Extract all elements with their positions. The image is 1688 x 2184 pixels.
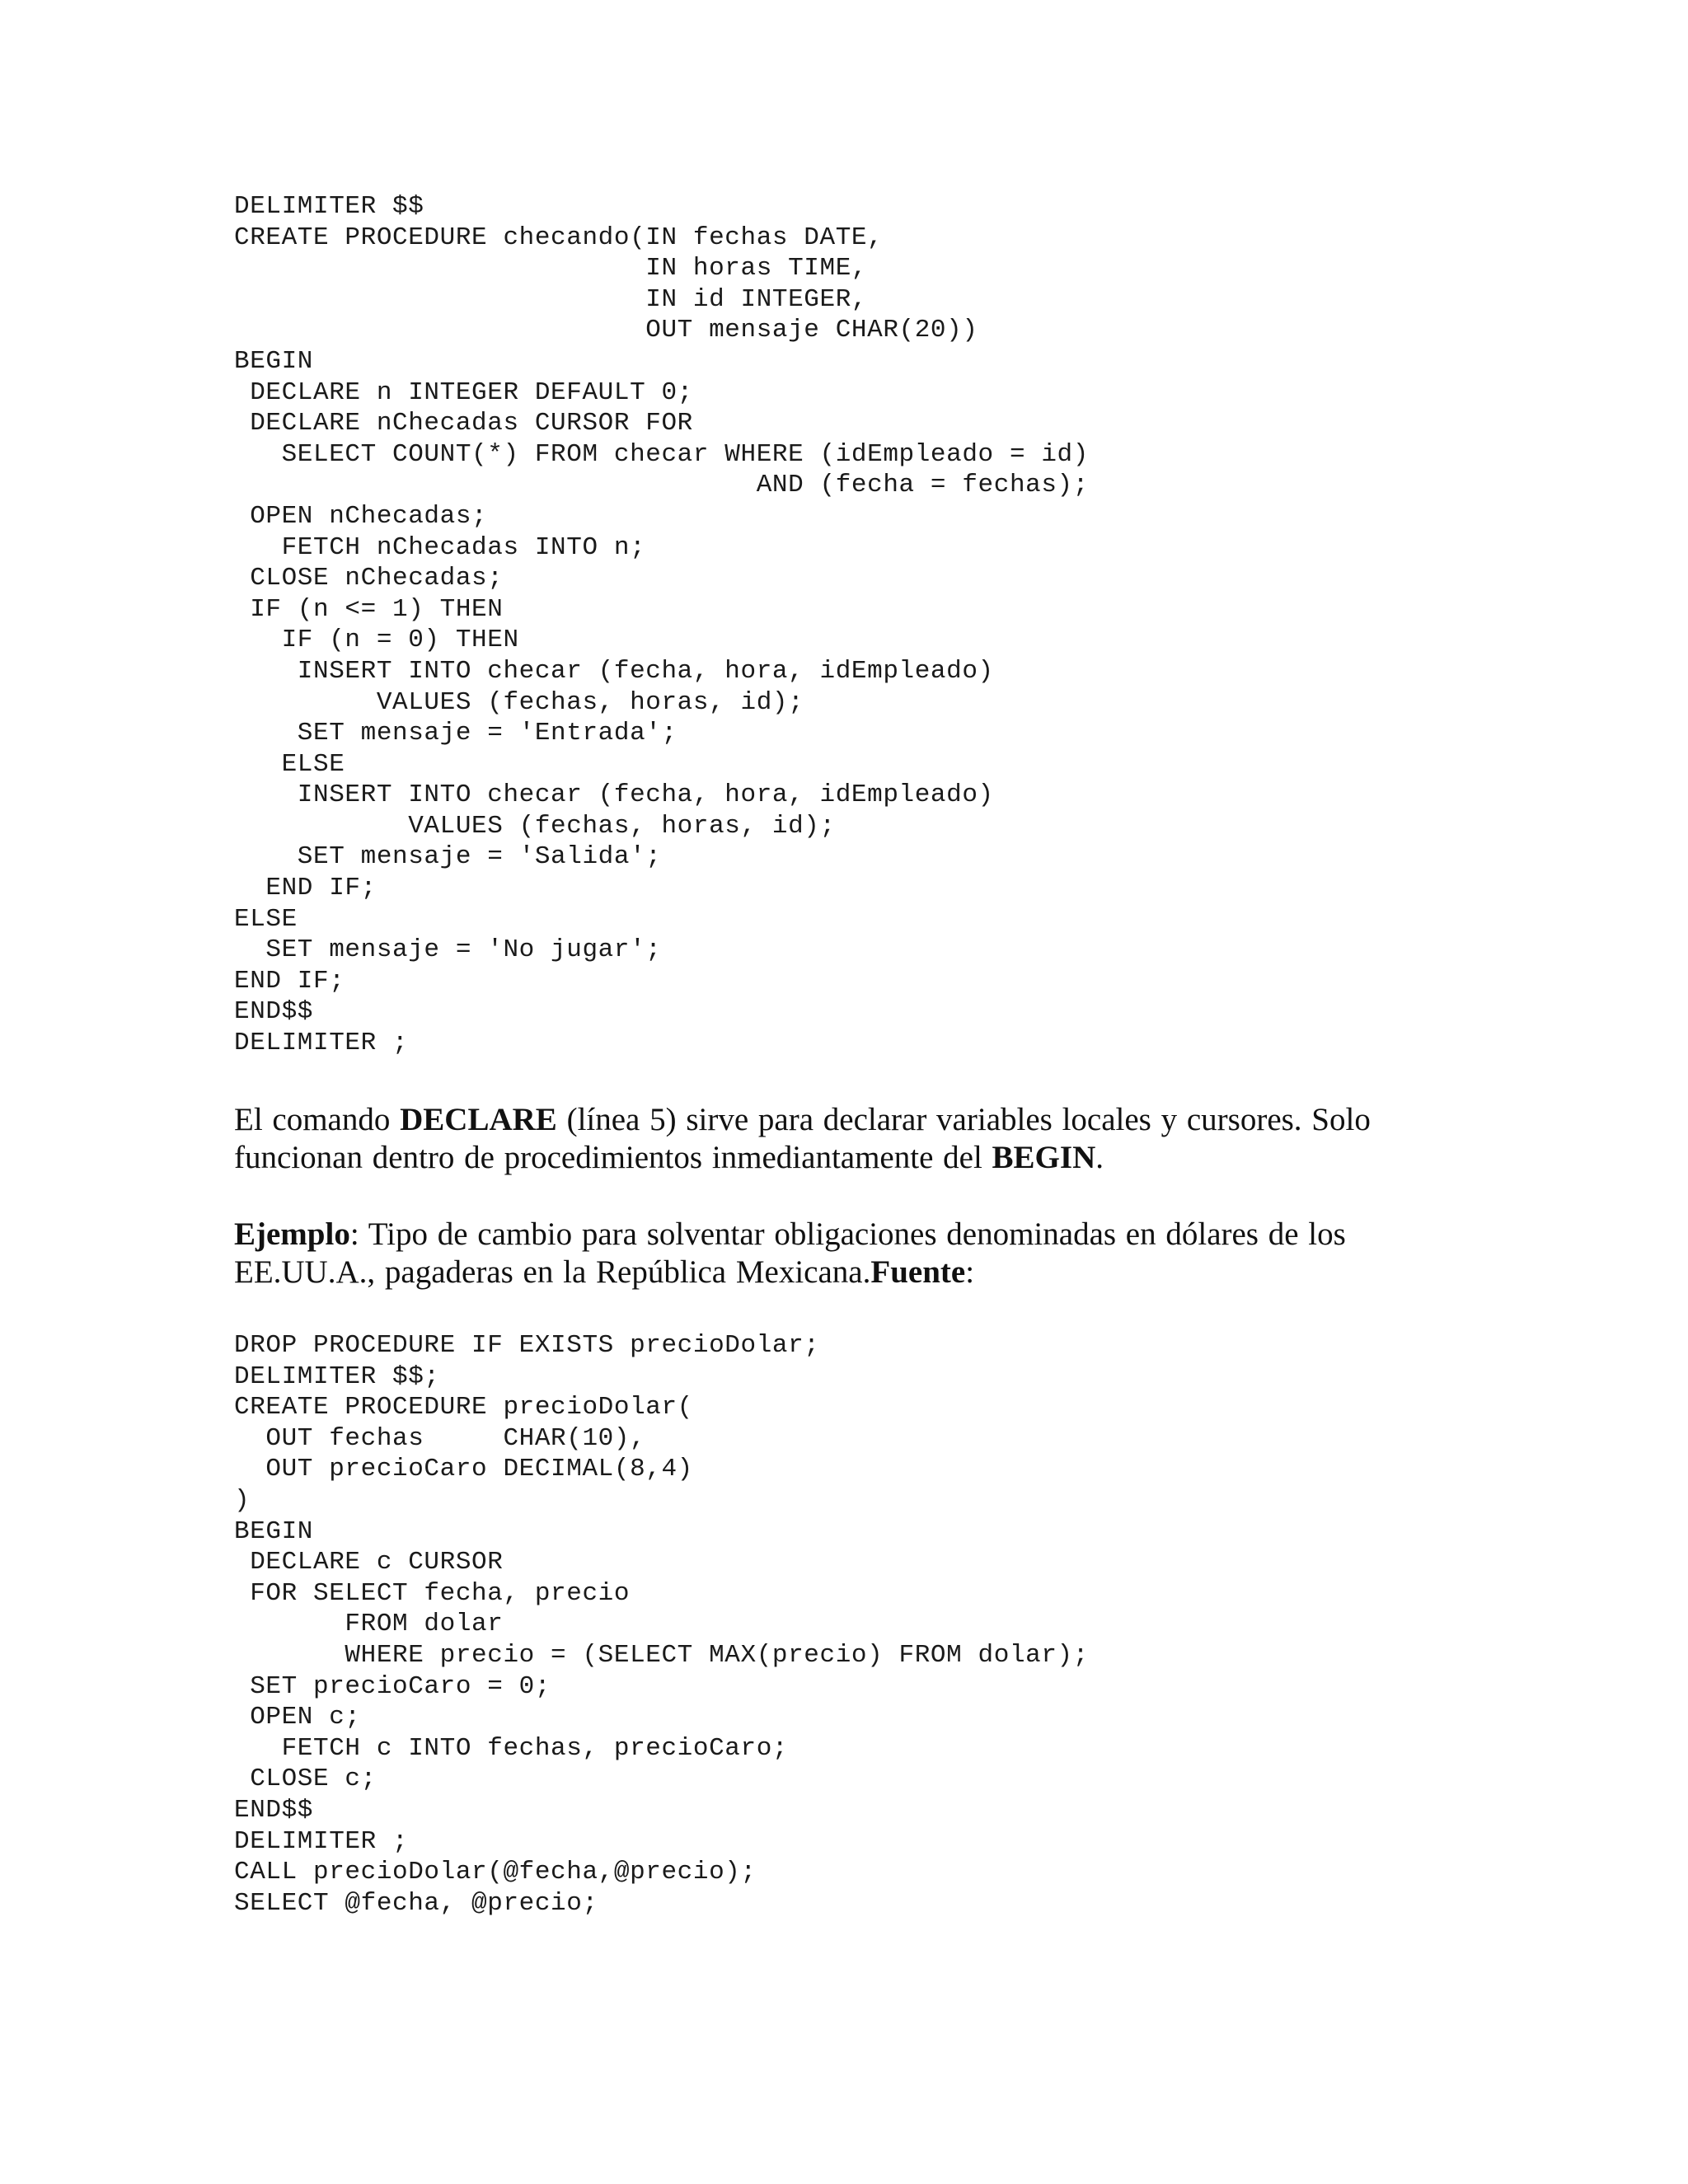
example-label: Ejemplo bbox=[234, 1216, 350, 1252]
paragraph-text: (línea 5) sirve para declarar variables locales y cursores. Solo funcionan dentro de procedimientos inmediantamente del bbox=[234, 1102, 1371, 1175]
declare-explanation-paragraph bbox=[234, 1101, 1404, 1177]
paragraph-text: . bbox=[1095, 1140, 1104, 1175]
code-block-checando-procedure: DELIMITER $$ CREATE PROCEDURE checando(IN fechas DATE, IN horas TIME, IN id INTEGER, OUT mensaje CHAR(20)) BEGIN DECLARE n INTEGER DEFAULT 0; DECLARE nChecadas CURSOR FOR SELECT COUNT(*) FROM checar WHERE (idEmpleado = id) AND (fecha = fechas); OPEN nChecadas; FETCH nChecadas INTO n; CLOSE nChecadas; IF (n <= 1) THEN IF (n = 0) THEN INSERT INTO checar (fecha, hora, idEmpleado) VALUES (fechas, horas, id); SET mensaje = 'Entrada'; ELSE INSERT INTO checar (fecha, hora, idEmpleado) VALUES (fechas, horas, id); SET mensaje = 'Salida'; END IF; ELSE SET mensaje = 'No jugar'; END IF; END$$ DELIMITER ; bbox=[234, 192, 1089, 1058]
paragraph-text: El comando bbox=[234, 1102, 401, 1137]
paragraph-text: : Tipo de cambio para solventar obligaciones denominadas en dólares de los EE.UU.A., pagaderas en la República Mexicana. bbox=[234, 1216, 1346, 1290]
paragraph-text: : bbox=[965, 1254, 975, 1290]
example-paragraph bbox=[234, 1216, 1404, 1291]
code-block-preciodolar-procedure: DROP PROCEDURE IF EXISTS precioDolar; DELIMITER $$; CREATE PROCEDURE precioDolar( OUT fechas CHAR(10), OUT precioCaro DECIMAL(8,4) ) BEGIN DECLARE c CURSOR FOR SELECT fecha, precio FROM dolar WHERE precio = (SELECT MAX(precio) FROM dolar); SET precioCaro = 0; OPEN c; FETCH c INTO fechas, precioCaro; CLOSE c; END$$ DELIMITER ; CALL precioDolar(@fecha,@precio); SELECT @fecha, @precio; bbox=[234, 1331, 1089, 1918]
keyword-begin: BEGIN bbox=[992, 1140, 1096, 1175]
keyword-declare: DECLARE bbox=[400, 1102, 557, 1137]
source-label: Fuente bbox=[870, 1254, 966, 1290]
